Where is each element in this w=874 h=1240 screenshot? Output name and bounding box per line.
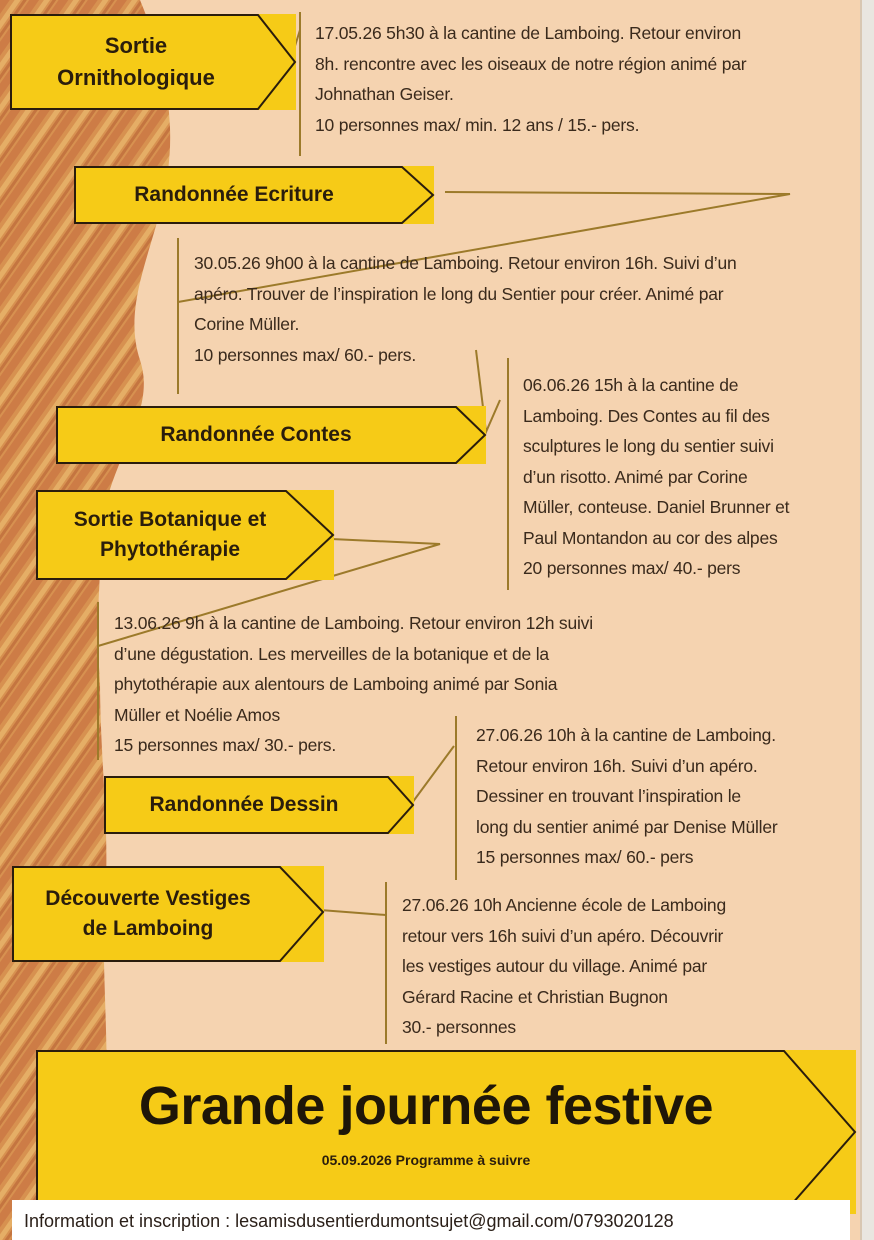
description-line: les vestiges autour du village. Animé par: [402, 956, 708, 976]
description-line: Gérard Racine et Christian Bugnon: [402, 986, 668, 1007]
description-line: 30.- personnes: [402, 1017, 516, 1037]
title-line: Découverte Vestiges: [45, 886, 251, 910]
event-sign-ornithologie: [10, 14, 296, 110]
description-line: 27.06.26 10h à la cantine de Lamboing.: [476, 725, 776, 745]
description-line: phytothérapie aux alentours de Lamboing animé par Sonia: [114, 674, 558, 694]
description-line: 30.05.26 9h00 à la cantine de Lamboing. Retour environ 16h. Suivi d’un: [194, 253, 737, 273]
description-line: 20 personnes max/ 40.- pers: [523, 558, 741, 578]
contact-info: Information et inscription : lesamisdusentierdumontsujet@gmail.com/0793020128: [24, 1211, 674, 1231]
description-line: 27.06.26 10h Ancienne école de Lamboing: [402, 895, 726, 915]
description-line: 15 personnes max/ 60.- pers: [476, 847, 694, 867]
description-line: Lamboing. Des Contes au fil des: [523, 405, 770, 426]
event-description-vestiges: [402, 890, 726, 1043]
event-title: [74, 505, 267, 566]
description-line: Corine Müller.: [194, 314, 300, 334]
event-description-ornithologie: [315, 18, 746, 140]
event-sign-dessin: [104, 776, 414, 834]
contact-footer: [12, 1200, 850, 1240]
event-title: [45, 884, 250, 945]
description-line: Paul Montandon au cor des alpes: [523, 527, 778, 548]
description-line: Retour environ 16h. Suivi d’un apéro.: [476, 755, 758, 776]
finale-sign: [36, 1050, 856, 1214]
event-title: [57, 30, 215, 94]
event-description-contes: [523, 370, 789, 584]
event-title: Randonnée Dessin: [149, 792, 339, 816]
event-sign-contes: [56, 406, 486, 464]
event-title: Randonnée Contes: [160, 422, 352, 446]
description-line: 8h. rencontre avec les oiseaux de notre région animé par: [315, 53, 747, 74]
description-line: d’une dégustation. Les merveilles de la botanique et de la: [114, 643, 549, 664]
event-description-ecriture: [194, 248, 737, 370]
description-line: retour vers 16h suivi d’un apéro. Découvrir: [402, 925, 724, 946]
finale-title: Grande journée festive: [138, 1076, 714, 1136]
event-sign-vestiges: [12, 866, 324, 962]
description-line: 13.06.26 9h à la cantine de Lamboing. Retour environ 12h suivi: [114, 613, 593, 633]
description-line: Müller, conteuse. Daniel Brunner et: [523, 497, 790, 517]
description-line: 10 personnes max/ 60.- pers.: [194, 344, 417, 365]
title-line: Ornithologique: [57, 65, 215, 90]
description-line: Müller et Noélie Amos: [114, 704, 281, 725]
event-sign-ecriture: [74, 166, 434, 224]
title-line: Sortie Botanique et: [73, 507, 267, 531]
description-line: d’un risotto. Animé par Corine: [523, 466, 748, 487]
title-line: de Lamboing: [82, 917, 214, 940]
description-line: Dessiner en trouvant l’inspiration le: [476, 786, 741, 806]
title-line: Phytothérapie: [99, 538, 241, 561]
event-sign-botanique: [36, 490, 334, 580]
description-line: sculptures le long du sentier suivi: [523, 436, 774, 456]
description-line: 06.06.26 15h à la cantine de: [523, 375, 739, 395]
title-line: Sortie: [104, 33, 168, 59]
description-line: apéro. Trouver de l’inspiration le long du Sentier pour créer. Animé par: [194, 283, 724, 304]
description-line: long du sentier animé par Denise Müller: [476, 816, 778, 837]
event-description-dessin: [476, 720, 778, 873]
description-line: 17.05.26 5h30 à la cantine de Lamboing. Retour environ: [315, 23, 742, 43]
description-line: 15 personnes max/ 30.- pers.: [114, 735, 337, 755]
description-line: Johnathan Geiser.: [315, 84, 454, 104]
event-title: Randonnée Ecriture: [134, 182, 334, 206]
description-line: 10 personnes max/ min. 12 ans / 15.- pers.: [315, 114, 640, 135]
finale-subtitle: 05.09.2026 Programme à suivre: [321, 1152, 531, 1168]
